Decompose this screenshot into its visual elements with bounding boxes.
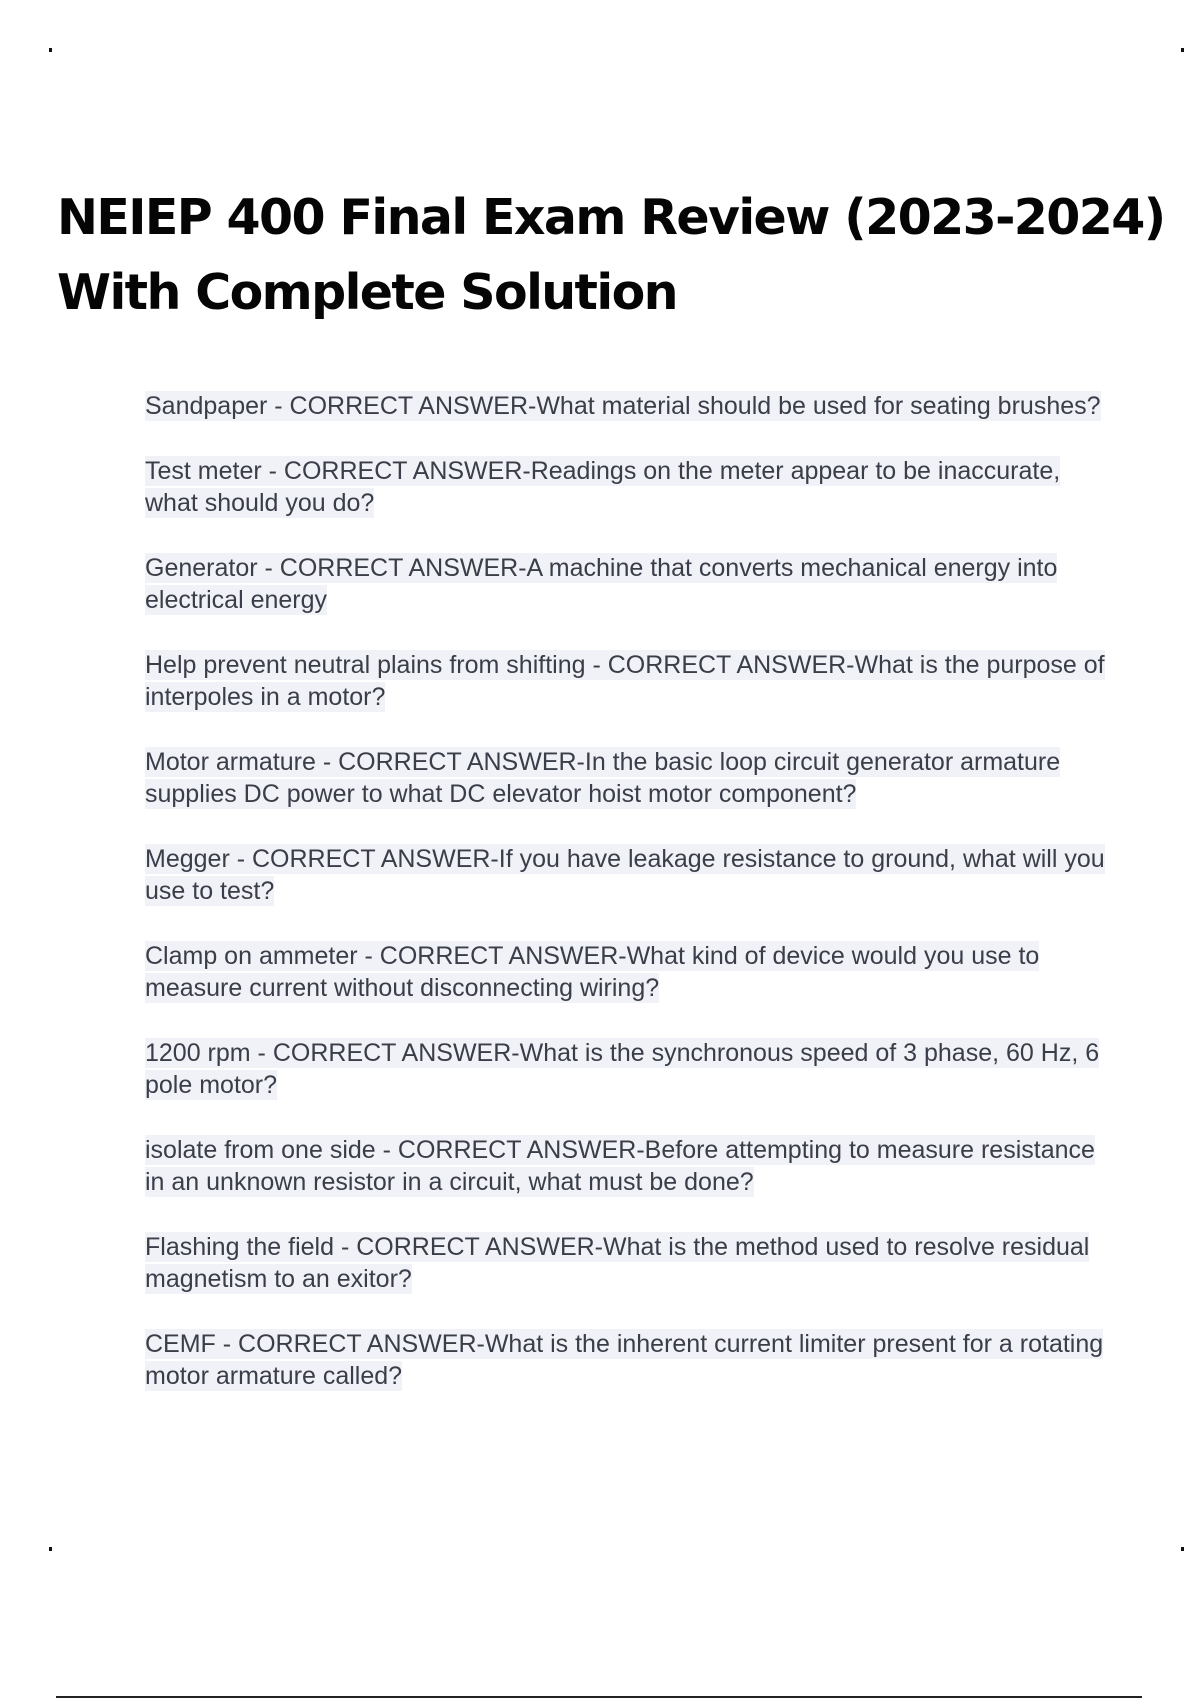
qa-item: [145, 390, 1105, 423]
qa-item: [145, 1134, 1105, 1199]
qa-text: isolate from one side - CORRECT ANSWER-Before attempting to measure resistance in an unknown resistor in a circuit, what must be done?: [145, 1135, 1095, 1196]
qa-item: [145, 649, 1105, 714]
footer-divider: [56, 1696, 1142, 1698]
qa-text: Motor armature - CORRECT ANSWER-In the basic loop circuit generator armature supplies DC power to what DC elevator hoist motor component?: [145, 747, 1061, 808]
qa-text: CEMF - CORRECT ANSWER-What is the inherent current limiter present for a rotating motor armature called?: [145, 1329, 1104, 1390]
qa-item: [145, 1328, 1105, 1393]
qa-item: [145, 1231, 1105, 1296]
qa-text: Generator - CORRECT ANSWER-A machine that converts mechanical energy into electrical energy: [145, 553, 1058, 614]
corner-mark-bottom-left: [49, 1547, 52, 1551]
qa-text: Flashing the field - CORRECT ANSWER-What is the method used to resolve residual magnetism to an exitor?: [145, 1232, 1090, 1293]
qa-item: [145, 1037, 1105, 1102]
qa-item: [145, 552, 1105, 617]
corner-mark-top-right: [1181, 48, 1184, 52]
title-line-2: With Complete Solution: [57, 264, 677, 321]
qa-item: [145, 940, 1105, 1005]
qa-item: [145, 843, 1105, 908]
qa-item: [145, 746, 1105, 811]
qa-text: Clamp on ammeter - CORRECT ANSWER-What kind of device would you use to measure current without disconnecting wiring?: [145, 941, 1040, 1002]
corner-mark-bottom-right: [1181, 1547, 1184, 1551]
corner-mark-top-left: [49, 48, 52, 52]
qa-text: Test meter - CORRECT ANSWER-Readings on the meter appear to be inaccurate, what should you do?: [145, 456, 1061, 517]
qa-text: 1200 rpm - CORRECT ANSWER-What is the synchronous speed of 3 phase, 60 Hz, 6 pole motor?: [145, 1038, 1100, 1099]
qa-text: Megger - CORRECT ANSWER-If you have leakage resistance to ground, what will you use to test?: [145, 844, 1105, 905]
qa-text: Help prevent neutral plains from shifting - CORRECT ANSWER-What is the purpose of interpoles in a motor?: [145, 650, 1105, 711]
qa-item: [145, 455, 1105, 520]
document-title: [57, 180, 1197, 330]
title-line-1: NEIEP 400 Final Exam Review (2023-2024): [57, 189, 1165, 246]
qa-text: Sandpaper - CORRECT ANSWER-What material should be used for seating brushes?: [145, 392, 1101, 420]
qa-list: [145, 390, 1105, 1425]
